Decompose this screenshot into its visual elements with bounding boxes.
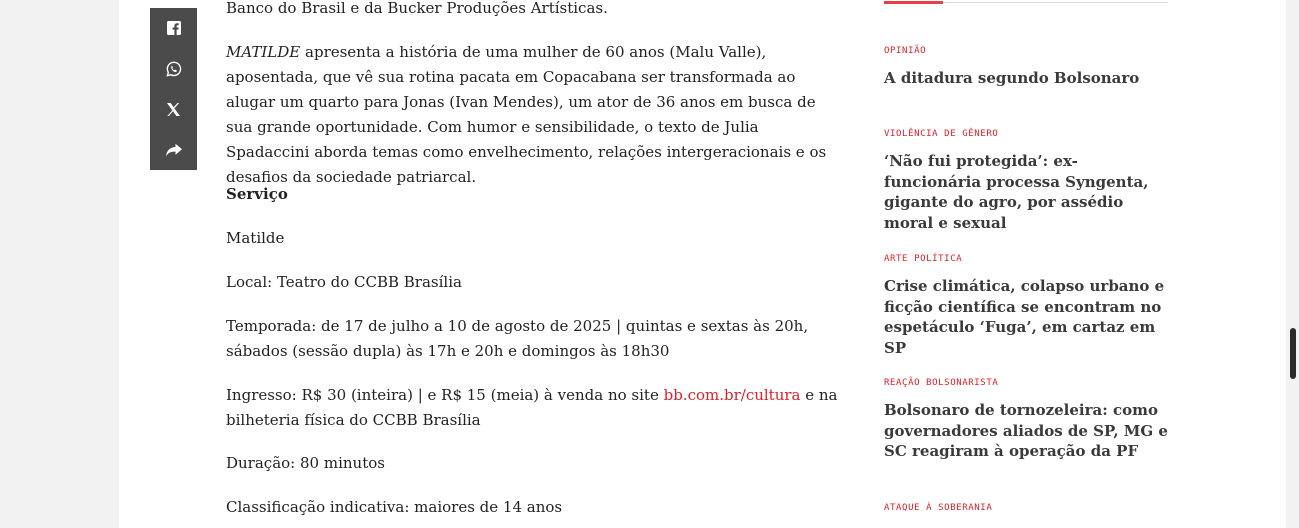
service-temporada: Temporada: de 17 de julho a 10 de agosto de 2025 | quintas e sextas às 20h, sábados (sessão dupla) às 17h e 20h e domingos às 18h30 [226,317,809,360]
sidebar-divider-accent [884,1,943,4]
story-category: VIOLÊNCIA DE GÊNERO [884,129,999,139]
share-whatsapp-button[interactable] [150,49,197,90]
share-toolbar [150,8,197,170]
page-scrollbar-thumb[interactable] [1290,328,1296,379]
synopsis-text: apresenta a história de uma mulher de 60 anos (Malu Valle), aposentada, que vê sua rotina pacata em Copacabana ser transformada ao alugar um quarto para Jonas (Ivan Mendes), um ator de 36 anos em busca de sua grande oportunidade. Com humor e sensibilidade, o texto de Julia Spadaccini aborda temas como envelhecimento, relações intergeracionais e os desafios da sociedade patriarcal. [226,43,827,186]
facebook-icon [167,21,181,35]
sidebar-story[interactable] [884,502,1168,514]
story-headline[interactable]: A ditadura segundo Bolsonaro [884,69,1140,87]
article-paragraph: Banco do Brasil e da Bucker Produções Artísticas. [226,0,608,17]
article-paragraph-synopsis [226,40,838,190]
x-twitter-icon [166,102,181,117]
share-icon [165,143,183,157]
sidebar-story[interactable] [884,377,1168,462]
whatsapp-icon [166,61,182,77]
sidebar-story[interactable] [884,128,1168,233]
service-ingresso [226,383,838,433]
ingresso-text: Ingresso: R$ 30 (inteira) | e R$ 15 (meia) à venda no site [226,386,664,404]
share-more-button[interactable] [150,130,197,171]
service-classificacao: Classificação indicativa: maiores de 14 anos [226,498,563,516]
service-local: Local: Teatro do CCBB Brasília [226,273,462,291]
story-headline[interactable]: Crise climática, colapso urbano e ficção científica se encontram no espetáculo ‘Fuga’, em cartaz em SP [884,277,1165,357]
story-headline[interactable]: Bolsonaro de tornozeleira: como governadores aliados de SP, MG e SC reagiram à operação da PF [884,401,1168,460]
story-category: ARTE POLÍTICA [884,254,963,264]
sidebar-story[interactable] [884,45,1168,89]
story-category: OPINIÃO [884,46,927,56]
ingresso-text-after: e na bilheteria física do CCBB Brasília [226,386,838,429]
ticket-link[interactable]: bb.com.br/cultura [663,386,801,404]
share-facebook-button[interactable] [150,8,197,49]
sidebar-story[interactable] [884,253,1168,358]
play-title-emphasis: MATILDE [226,43,301,61]
story-headline[interactable]: ‘Não fui protegida’: ex-funcionária processa Syngenta, gigante do agro, por assédio moral e sexual [884,152,1149,232]
story-category: ATAQUE À SOBERANIA [884,503,993,513]
service-duracao: Duração: 80 minutos [226,454,385,472]
service-play-title: Matilde [226,229,285,247]
service-heading: Serviço [226,185,288,203]
share-x-button[interactable] [150,89,197,130]
story-category: REAÇÃO BOLSONARISTA [884,378,999,388]
